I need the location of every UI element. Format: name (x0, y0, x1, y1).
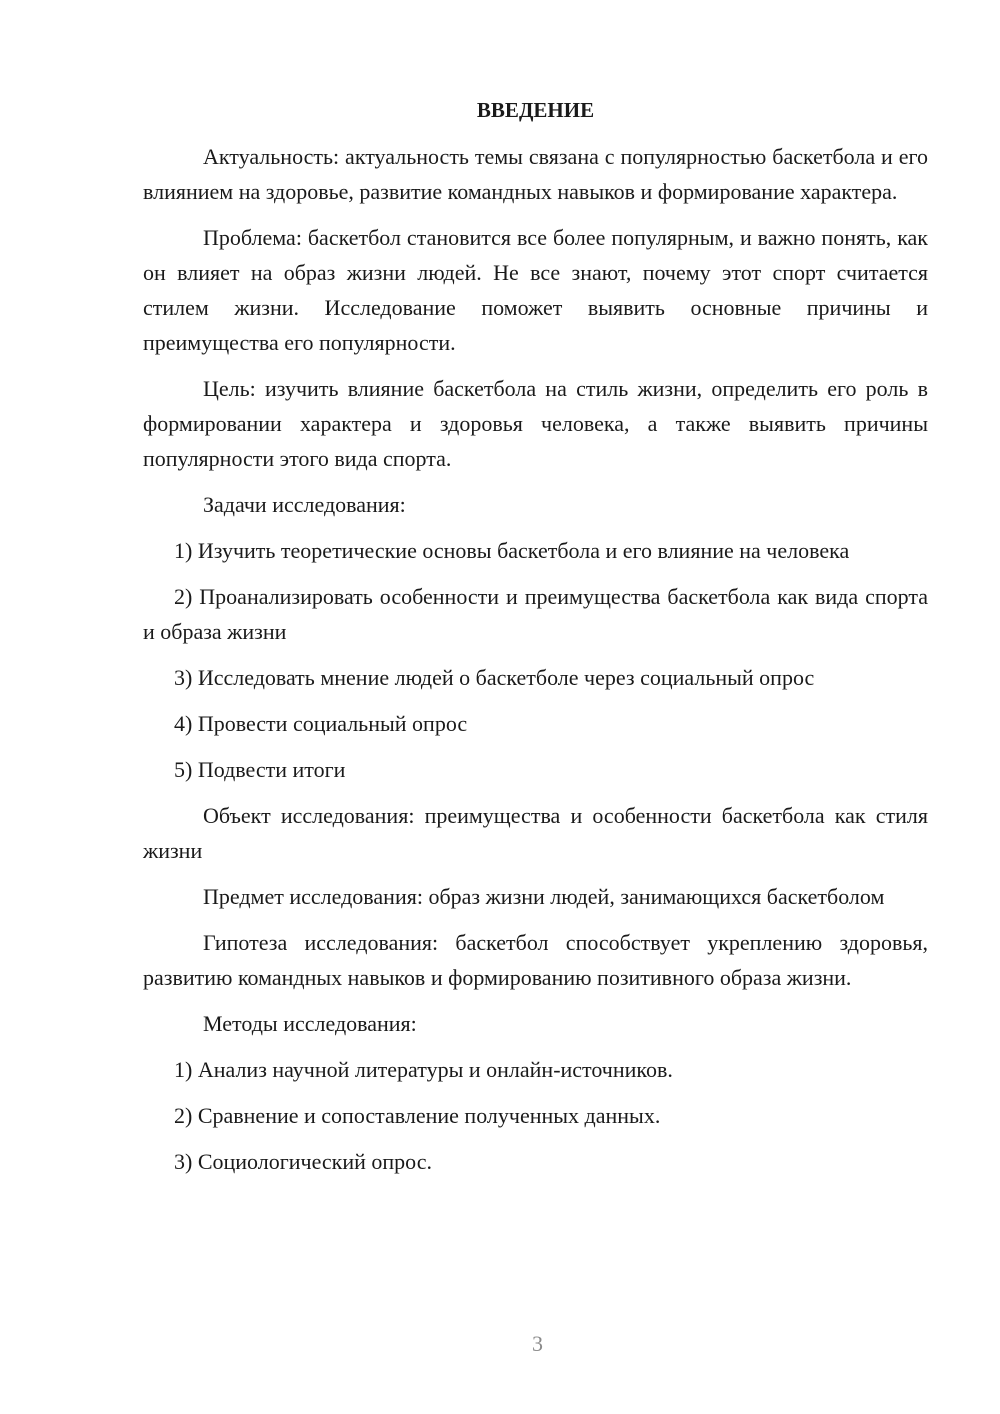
object-paragraph: Объект исследования: преимущества и особенности баскетбола как стиля жизни (143, 803, 928, 863)
methods-label: Методы исследования: (203, 1011, 417, 1036)
problem-paragraph: Проблема: баскетбол становится все более популярным, и важно понять, как он влияет на образ жизни людей. Не все знают, почему этот спорт считается стилем жизни. Исследование поможет выявить основные причины и преимущества его популярности. (143, 225, 928, 355)
subject-paragraph: Предмет исследования: образ жизни людей, занимающихся баскетболом (203, 884, 885, 909)
method-item: 1) Анализ научной литературы и онлайн-источников. (174, 1057, 673, 1082)
task-item: 4) Провести социальный опрос (174, 711, 468, 736)
task-item: 5) Подвести итоги (174, 757, 346, 782)
task-item: 3) Исследовать мнение людей о баскетболе через социальный опрос (174, 665, 815, 690)
hypothesis-paragraph: Гипотеза исследования: баскетбол способствует укреплению здоровья, развитию командных навыков и формированию позитивного образа жизни. (143, 930, 928, 990)
goal-paragraph: Цель: изучить влияние баскетбола на стиль жизни, определить его роль в формировании характера и здоровья человека, а также выявить причины популярности этого вида спорта. (143, 376, 928, 471)
method-item: 3) Социологический опрос. (174, 1149, 432, 1174)
relevance-paragraph: Актуальность: актуальность темы связана с популярностью баскетбола и его влиянием на здоровье, развитие командных навыков и формирование характера. (143, 144, 928, 204)
method-item: 2) Сравнение и сопоставление полученных данных. (174, 1103, 661, 1128)
document-page (143, 92, 928, 1190)
page-number: 3 (532, 1331, 543, 1356)
section-heading: ВВЕДЕНИЕ (476, 98, 595, 122)
task-item: 1) Изучить теоретические основы баскетбола и его влияние на человека (174, 538, 850, 563)
tasks-label: Задачи исследования: (203, 492, 406, 517)
task-item: 2) Проанализировать особенности и преимущества баскетбола как вида спорта и образа жизни (143, 584, 928, 644)
